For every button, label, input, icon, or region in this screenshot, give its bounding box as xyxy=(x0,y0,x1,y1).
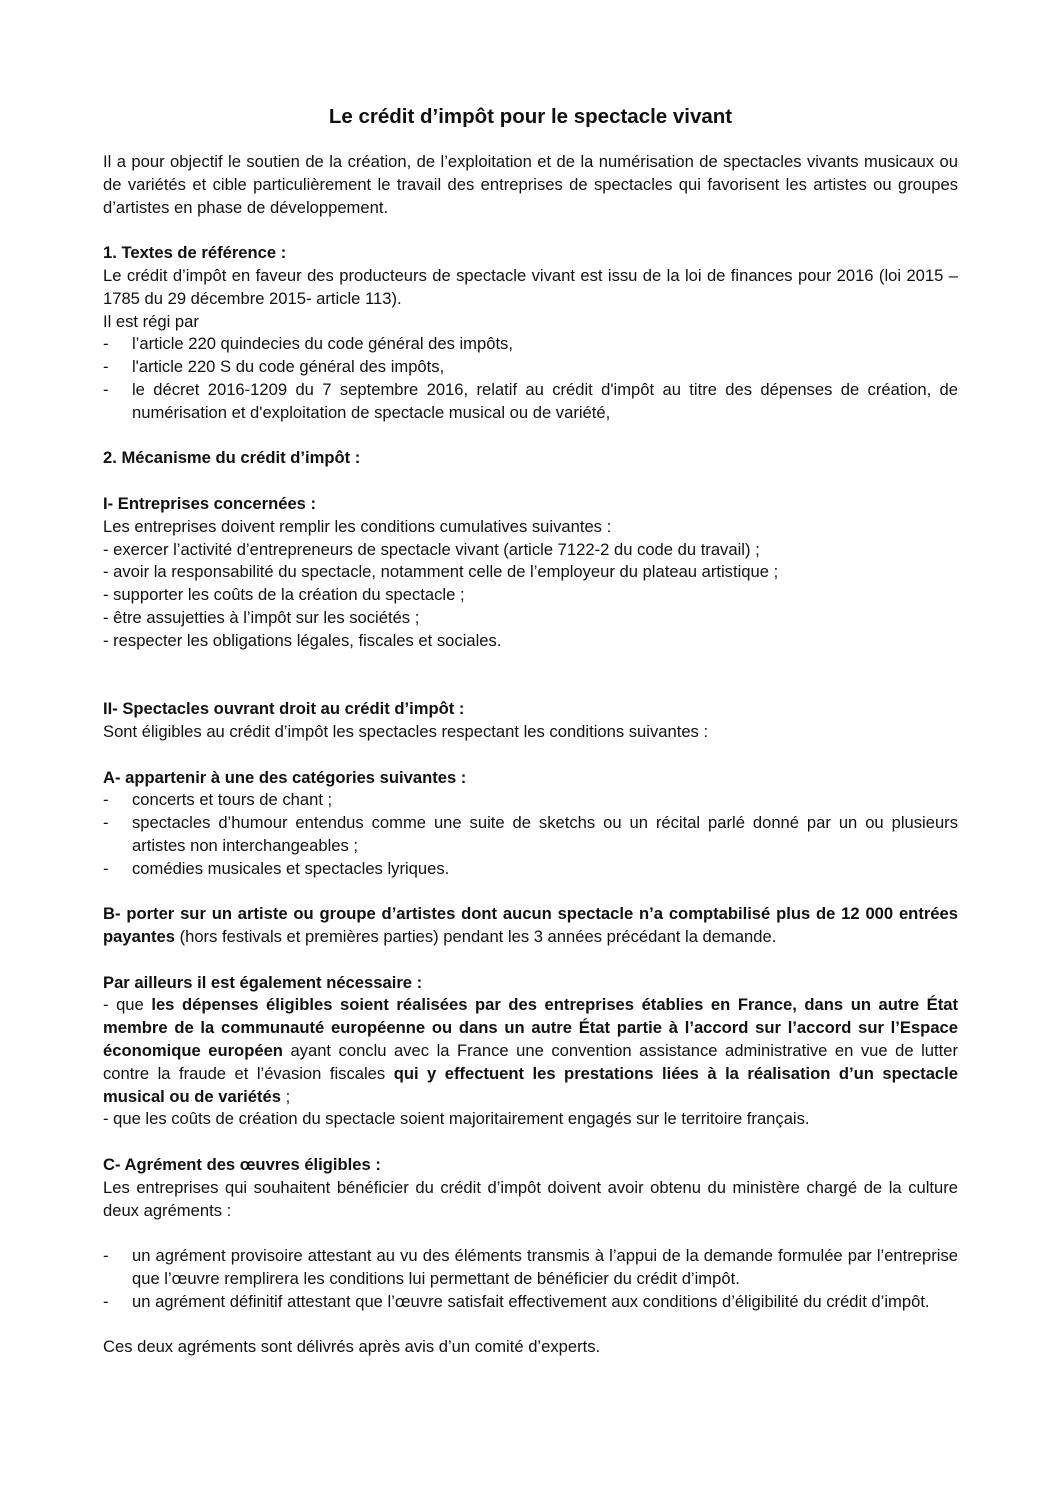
categories-list xyxy=(103,789,958,880)
reference-texts-list xyxy=(103,333,958,424)
condition-line: - supporter les coûts de la création du spectacle ; xyxy=(103,585,465,605)
section-1-regi-par: Il est régi par xyxy=(103,311,199,331)
subsection-C-heading: C- Agrément des œuvres éligibles : xyxy=(103,1155,381,1175)
list-item: - l'article 220 S du code général des impôts, xyxy=(103,356,958,379)
section-1-paragraph: Le crédit d’impôt en faveur des producteurs de spectacle vivant est issu de la loi de finances pour 2016 (loi 2015 – 1785 du 29 décembre 2015- article 113). xyxy=(103,265,958,308)
condition-line: - avoir la responsabilité du spectacle, notamment celle de l’employeur du plateau artistique ; xyxy=(103,562,779,582)
list-item: - un agrément provisoire attestant au vu des éléments transmis à l’appui de la demande formulée par l’entreprise que l’œuvre remplirera les conditions lui permettant de bénéficier du crédit d’impôt. xyxy=(103,1245,958,1291)
subsection-B-bold: B- porter sur un artiste ou groupe d’artistes dont aucun spectacle n’a comptabilisé plus de 12 000 entrées payantes xyxy=(103,904,958,947)
subsection-II-intro: Sont éligibles au crédit d’impôt les spectacles respectant les conditions suivantes : xyxy=(103,721,709,741)
condition-line: - respecter les obligations légales, fiscales et sociales. xyxy=(103,630,502,650)
subsection-B-paragraph xyxy=(103,903,958,949)
condition-line: - être assujetties à l’impôt sur les sociétés ; xyxy=(103,607,420,627)
page-title: Le crédit d’impôt pour le spectacle vivant xyxy=(328,105,733,128)
subsection-I-intro: Les entreprises doivent remplir les conditions cumulatives suivantes : xyxy=(103,516,612,536)
text-run-bold: les dépenses éligibles soient réalisées par des entreprises établies en France, dans un autre État membre de la communauté européenne ou dans un autre État partie à l’accord sur l’accord sur l’Espace économique européen xyxy=(103,995,958,1061)
text-run-bold: qui y effectuent les prestations liées à la réalisation d’un spectacle musical ou de variétés xyxy=(103,1063,958,1106)
intro-paragraph: Il a pour objectif le soutien de la création, de l’exploitation et de la numérisation de spectacles vivants musicaux ou de variétés et cible particulièrement le travail des entreprises de spectacles qui favorisent les artistes ou groupes d’artistes en phase de développement. xyxy=(103,152,958,217)
par-ailleurs-line-2: - que les coûts de création du spectacle soient majoritairement engagés sur le territoire français. xyxy=(103,1109,810,1129)
agrements-list xyxy=(103,1245,958,1313)
list-item: - spectacles d’humour entendus comme une suite de sketchs ou un récital parlé donné par un ou plusieurs artistes non interchangeables ; xyxy=(103,812,958,858)
list-item: - l’article 220 quindecies du code général des impôts, xyxy=(103,333,958,356)
text-run: - que xyxy=(103,995,152,1015)
subsection-A-heading: A- appartenir à une des catégories suivantes : xyxy=(103,767,467,787)
text-run: ayant conclu avec la France une convention assistance administrative en vue de lutter contre la fraude et l’évasion fiscales xyxy=(103,1041,958,1083)
subsection-B-rest: (hors festivals et premières parties) pendant les 3 années précédant la demande. xyxy=(174,927,777,947)
par-ailleurs-heading: Par ailleurs il est également nécessaire : xyxy=(103,972,423,992)
list-item: - le décret 2016-1209 du 7 septembre 2016, relatif au crédit d'impôt au titre des dépenses de création, de numérisation et d'exploitation de spectacle musical ou de variété, xyxy=(103,379,958,425)
list-item: - concerts et tours de chant ; xyxy=(103,789,958,812)
text-run: ; xyxy=(281,1086,291,1106)
par-ailleurs-line-1 xyxy=(103,994,958,1108)
subsection-C-intro: Les entreprises qui souhaitent bénéficier du crédit d’impôt doivent avoir obtenu du ministère chargé de la culture deux agréments : xyxy=(103,1177,958,1220)
subsection-I-heading: I- Entreprises concernées : xyxy=(103,493,317,513)
closing-paragraph: Ces deux agréments sont délivrés après avis d’un comité d’experts. xyxy=(103,1337,601,1357)
list-item: - comédies musicales et spectacles lyriques. xyxy=(103,858,958,881)
section-1-heading: 1. Textes de référence : xyxy=(103,243,287,263)
subsection-II-heading: II- Spectacles ouvrant droit au crédit d’impôt : xyxy=(103,699,465,719)
section-2-heading: 2. Mécanisme du crédit d’impôt : xyxy=(103,448,361,468)
condition-line: - exercer l’activité d’entrepreneurs de spectacle vivant (article 7122-2 du code du travail) ; xyxy=(103,539,760,559)
list-item: - un agrément définitif attestant que l’œuvre satisfait effectivement aux conditions d’éligibilité du crédit d’impôt. xyxy=(103,1291,958,1314)
